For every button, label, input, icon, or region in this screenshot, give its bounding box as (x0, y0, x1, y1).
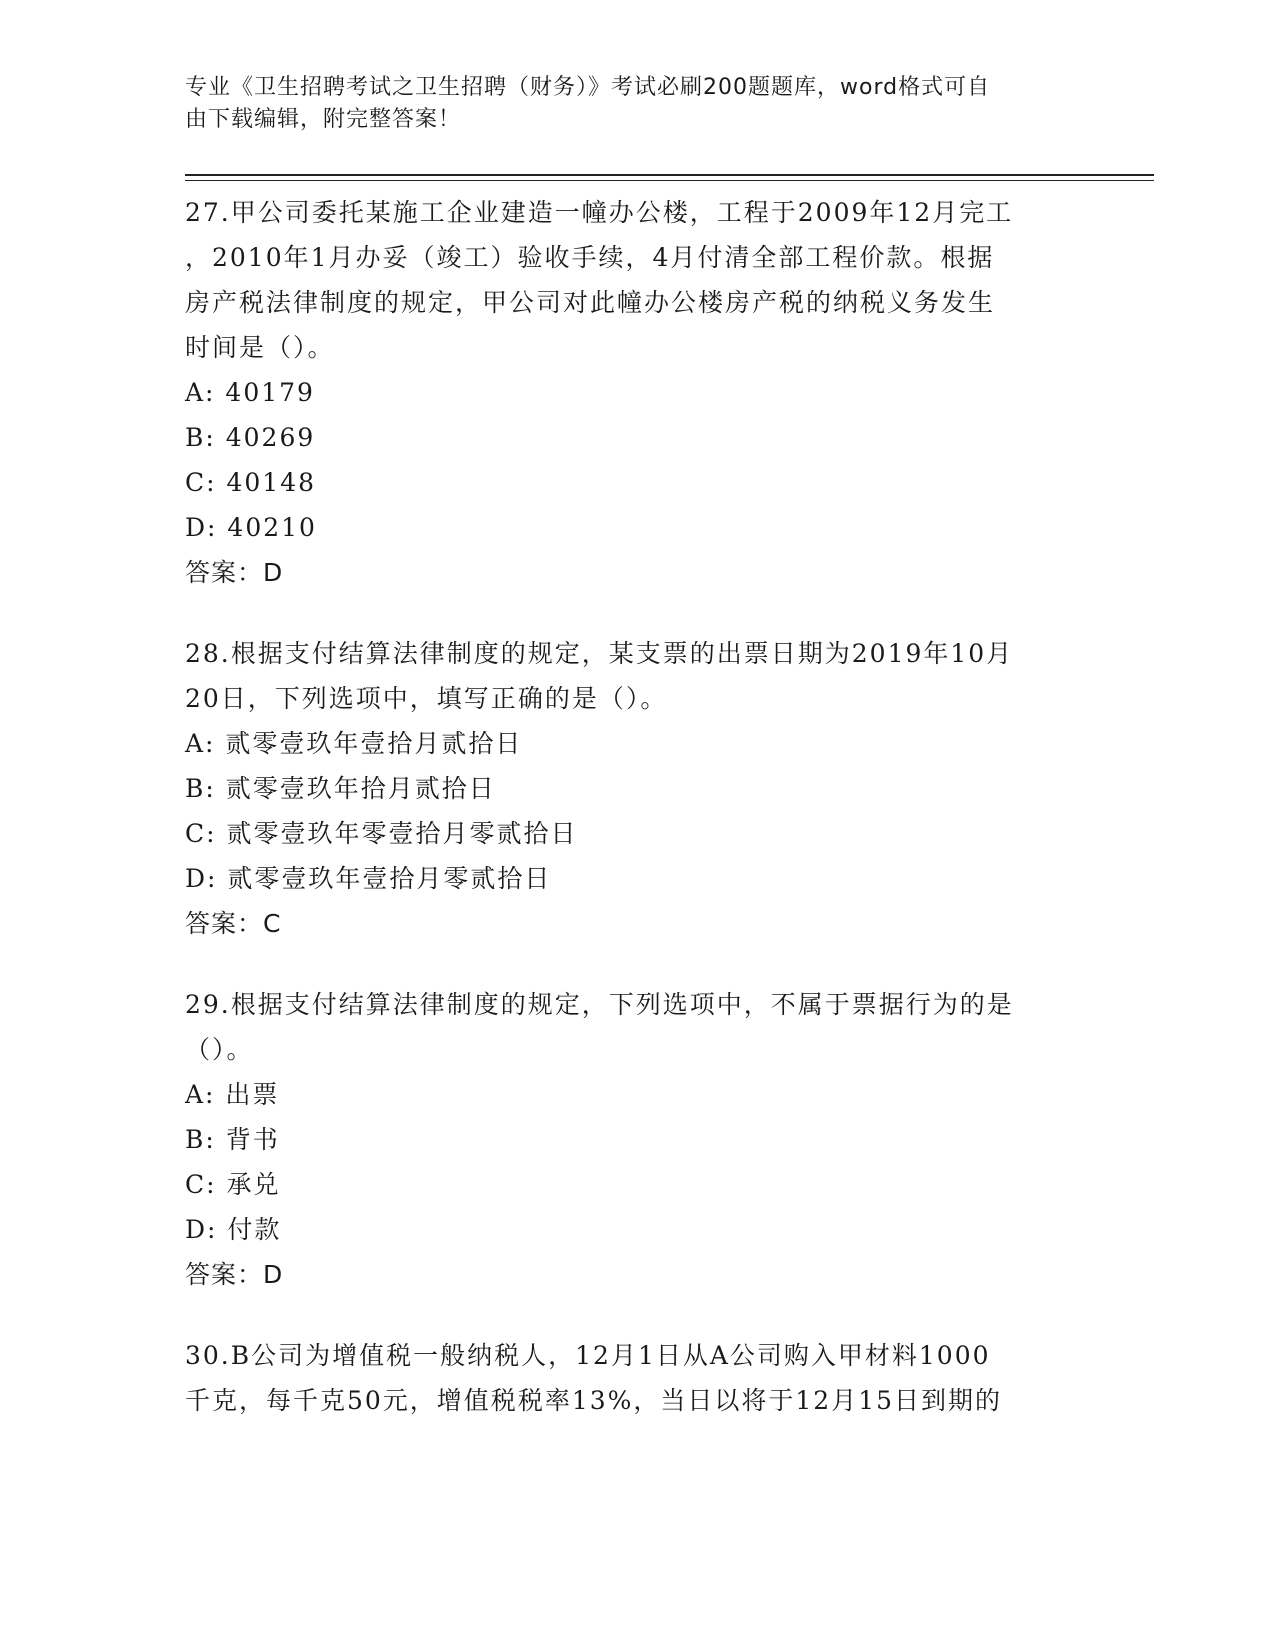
option-b: B: 贰零壹玖年拾月贰拾日 (185, 774, 496, 803)
question-30 (185, 1333, 1085, 1423)
question-stem-line: 时间是（）。 (185, 333, 335, 362)
question-28 (185, 631, 1085, 946)
header-divider-thick (185, 174, 1154, 176)
document-header (185, 72, 1085, 136)
option-d: D: 40210 (185, 513, 317, 542)
header-divider-thin (185, 180, 1154, 181)
question-29 (185, 982, 1085, 1297)
question-list (185, 190, 1085, 1459)
question-stem-line: 30.B公司为增值税一般纳税人，12月1日从A公司购入甲材料1000 (185, 1341, 991, 1370)
header-line-1: 专业《卫生招聘考试之卫生招聘（财务）》考试必刷200题题库，word格式可自 (185, 75, 991, 100)
option-a: A: 40179 (185, 378, 315, 407)
answer-label: 答案：C (185, 909, 282, 938)
option-c: C: 贰零壹玖年零壹拾月零贰拾日 (185, 819, 578, 848)
option-a: A: 出票 (185, 1080, 280, 1109)
option-c: C: 40148 (185, 468, 317, 497)
question-stem-line: （）。 (185, 1035, 254, 1064)
option-c: C: 承兑 (185, 1170, 281, 1199)
header-line-2: 由下载编辑，附完整答案！ (185, 107, 462, 132)
question-27 (185, 190, 1085, 595)
question-stem-line: 20日，下列选项中，填写正确的是（）。 (185, 684, 668, 713)
answer-label: 答案：D (185, 558, 284, 587)
question-stem-line: ，2010年1月办妥（竣工）验收手续，4月付清全部工程价款。根据 (185, 243, 995, 272)
option-d: D: 付款 (185, 1215, 282, 1244)
option-b: B: 背书 (185, 1125, 280, 1154)
answer-label: 答案：D (185, 1260, 284, 1289)
question-stem-line: 千克，每千克50元，增值税税率13%，当日以将于12月15日到期的 (185, 1386, 1003, 1415)
option-a: A: 贰零壹玖年壹拾月贰拾日 (185, 729, 523, 758)
option-b: B: 40269 (185, 423, 316, 452)
option-d: D: 贰零壹玖年壹拾月零贰拾日 (185, 864, 552, 893)
question-stem-line: 29.根据支付结算法律制度的规定，下列选项中，不属于票据行为的是 (185, 990, 1014, 1019)
question-stem-line: 房产税法律制度的规定，甲公司对此幢办公楼房产税的纳税义务发生 (185, 288, 996, 317)
question-stem-line: 28.根据支付结算法律制度的规定，某支票的出票日期为2019年10月 (185, 639, 1014, 668)
question-stem-line: 27.甲公司委托某施工企业建造一幢办公楼，工程于2009年12月完工 (185, 198, 1014, 227)
